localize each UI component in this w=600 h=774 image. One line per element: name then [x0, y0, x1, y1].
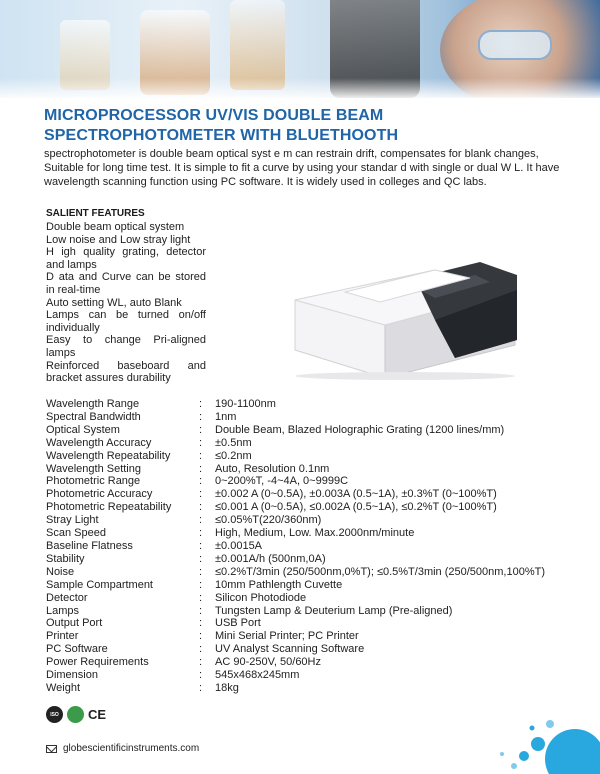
- spectrophotometer-product-image: [285, 230, 525, 380]
- spec-label: Scan Speed: [46, 527, 106, 540]
- spec-value: 10mm Pathlength Cuvette: [215, 578, 343, 591]
- table-row: [46, 579, 566, 592]
- decorative-dots: [490, 704, 600, 774]
- table-row: [46, 527, 566, 540]
- feature-item: Easy to change Pri-aligned lamps: [46, 334, 206, 359]
- page-title: MICROPROCESSOR UV/VIS DOUBLE BEAM SPECTROPHOTOMETER WITH BLUETHOOTH: [44, 107, 399, 144]
- spec-label: Wavelength Range: [46, 398, 140, 410]
- feature-item: Double beam optical system: [46, 221, 185, 233]
- intro-paragraph: spectrophotometer is double beam optical syst e m can restrain drift, compensates for blank changes, Suitable for long time test. It is simple to fit a curve by using your standar d with single or dual W L. It have wavelength scanning function using PC software. It is widely used in colleges and QC labs.: [44, 148, 560, 188]
- table-row: [46, 540, 566, 553]
- spec-label: Stability: [46, 552, 85, 565]
- table-row: [46, 643, 566, 656]
- spec-value: High, Medium, Low. Max.2000nm/minute: [215, 527, 415, 540]
- table-row: [46, 630, 566, 643]
- spec-value: ≤0.2%T/3min (250/500nm,0%T); ≤0.5%T/3min (250/500nm,100%T): [215, 565, 545, 578]
- table-row: [46, 553, 566, 566]
- spec-label: PC Software: [46, 643, 108, 656]
- footer-contact: [46, 743, 199, 754]
- certification-logos: [46, 706, 106, 723]
- spec-value: ±0.001A/h (500nm,0A): [215, 552, 326, 565]
- spec-value: UV Analyst Scanning Software: [215, 643, 365, 656]
- table-row: [46, 475, 566, 488]
- spec-value: Tungsten Lamp & Deuterium Lamp (Pre-aligned): [215, 604, 453, 617]
- table-row: [46, 463, 566, 476]
- salient-features-list: [46, 221, 206, 385]
- table-row: [46, 682, 566, 695]
- spec-value: Auto, Resolution 0.1nm: [215, 462, 330, 475]
- spec-separator: :: [199, 630, 203, 643]
- spec-separator: :: [199, 514, 203, 527]
- feature-item: Auto setting WL, auto Blank: [46, 296, 182, 309]
- spec-separator: :: [199, 475, 203, 488]
- spec-value: Mini Serial Printer; PC Printer: [215, 630, 359, 643]
- spec-label: Wavelength Setting: [46, 462, 141, 475]
- table-row: [46, 566, 566, 579]
- spec-value: AC 90-250V, 50/60Hz: [215, 656, 321, 669]
- table-row: [46, 411, 566, 424]
- spec-value: 1nm: [215, 410, 237, 423]
- spec-separator: :: [199, 501, 203, 514]
- spec-value: ±0.5nm: [215, 436, 252, 449]
- spec-value: ≤0.001 A (0~0.5A), ≤0.002A (0.5~1A), ≤0.2%T (0~100%T): [215, 501, 497, 514]
- spec-separator: :: [199, 527, 203, 540]
- spec-separator: :: [199, 604, 203, 617]
- spec-separator: :: [199, 565, 203, 578]
- ce-mark: CE: [88, 707, 107, 722]
- banner-fade: [0, 78, 600, 98]
- header-banner-image: [0, 0, 600, 98]
- table-row: [46, 605, 566, 618]
- spec-value: ≤0.05%T(220/360nm): [215, 514, 322, 527]
- spec-separator: :: [199, 436, 203, 449]
- table-row: [46, 488, 566, 501]
- table-row: [46, 617, 566, 630]
- table-row: [46, 656, 566, 669]
- spec-label: Dimension: [46, 669, 98, 682]
- spec-value: 190-1100nm: [215, 398, 276, 410]
- spec-separator: :: [199, 449, 203, 462]
- spec-separator: :: [199, 462, 203, 475]
- spec-label: Printer: [46, 630, 79, 643]
- table-row: [46, 592, 566, 605]
- spec-separator: :: [199, 398, 203, 410]
- beaker-graphic: [230, 0, 285, 90]
- spec-value: 0~200%T, -4~4A, 0~9999C: [215, 475, 349, 488]
- table-row: [46, 424, 566, 437]
- spec-label: Power Requirements: [46, 656, 149, 669]
- spec-value: 545x468x245mm: [215, 669, 300, 682]
- spec-label: Stray Light: [46, 514, 99, 527]
- iso-logo: ISO: [46, 706, 63, 723]
- mail-icon: [46, 745, 57, 753]
- spec-label: Noise: [46, 565, 75, 578]
- spec-label: Weight: [46, 681, 81, 694]
- spec-value: ±0.0015A: [215, 539, 263, 552]
- spec-label: Baseline Flatness: [46, 539, 133, 552]
- spec-separator: :: [199, 669, 203, 682]
- salient-features-heading: SALIENT FEATURES: [46, 208, 145, 219]
- goggles-graphic: [478, 30, 552, 60]
- spec-separator: :: [199, 591, 203, 604]
- feature-item: Lamps can be turned on/off individually: [46, 309, 206, 334]
- spec-separator: :: [199, 423, 203, 436]
- quality-seal-icon: [67, 706, 84, 723]
- spec-value: 18kg: [215, 681, 239, 694]
- spec-separator: :: [199, 488, 203, 501]
- table-row: [46, 501, 566, 514]
- spec-separator: :: [199, 643, 203, 656]
- spec-separator: :: [199, 617, 203, 630]
- spec-value: ≤0.2nm: [215, 449, 252, 462]
- spec-separator: :: [199, 552, 203, 565]
- spec-value: Double Beam, Blazed Holographic Grating (1200 lines/mm): [215, 423, 505, 436]
- spec-label: Detector: [46, 591, 88, 604]
- spec-label: Wavelength Accuracy: [46, 436, 152, 449]
- spec-label: Optical System: [46, 423, 120, 436]
- table-row: [46, 437, 566, 450]
- spec-separator: :: [199, 681, 203, 694]
- website-link[interactable]: globescientificinstruments.com: [63, 743, 200, 754]
- spec-label: Wavelength Repeatability: [46, 449, 171, 462]
- spec-label: Lamps: [46, 604, 80, 617]
- spec-value: ±0.002 A (0~0.5A), ±0.003A (0.5~1A), ±0.3%T (0~100%T): [215, 488, 497, 501]
- table-row: [46, 450, 566, 463]
- spec-separator: :: [199, 410, 203, 423]
- spec-label: Output Port: [46, 617, 103, 630]
- spec-value: Silicon Photodiode: [215, 591, 307, 604]
- spec-separator: :: [199, 656, 203, 669]
- feature-item: Reinforced baseboard and bracket assures durability: [46, 359, 206, 385]
- specifications-table: [46, 398, 566, 695]
- spec-separator: :: [199, 578, 203, 591]
- spec-label: Sample Compartment: [46, 578, 153, 591]
- feature-item: Low noise and Low stray light: [46, 233, 191, 246]
- spec-value: USB Port: [215, 617, 261, 630]
- spec-label: Photometric Range: [46, 475, 141, 488]
- table-row: [46, 398, 566, 411]
- table-row: [46, 669, 566, 682]
- spec-label: Photometric Accuracy: [46, 488, 153, 501]
- spec-label: Photometric Repeatability: [46, 501, 172, 514]
- feature-item: D ata and Curve can be stored in real-time: [46, 271, 206, 296]
- spec-label: Spectral Bandwidth: [46, 410, 141, 423]
- feature-item: H igh quality grating, detector and lamps: [46, 246, 206, 271]
- table-row: [46, 514, 566, 527]
- spec-separator: :: [199, 539, 203, 552]
